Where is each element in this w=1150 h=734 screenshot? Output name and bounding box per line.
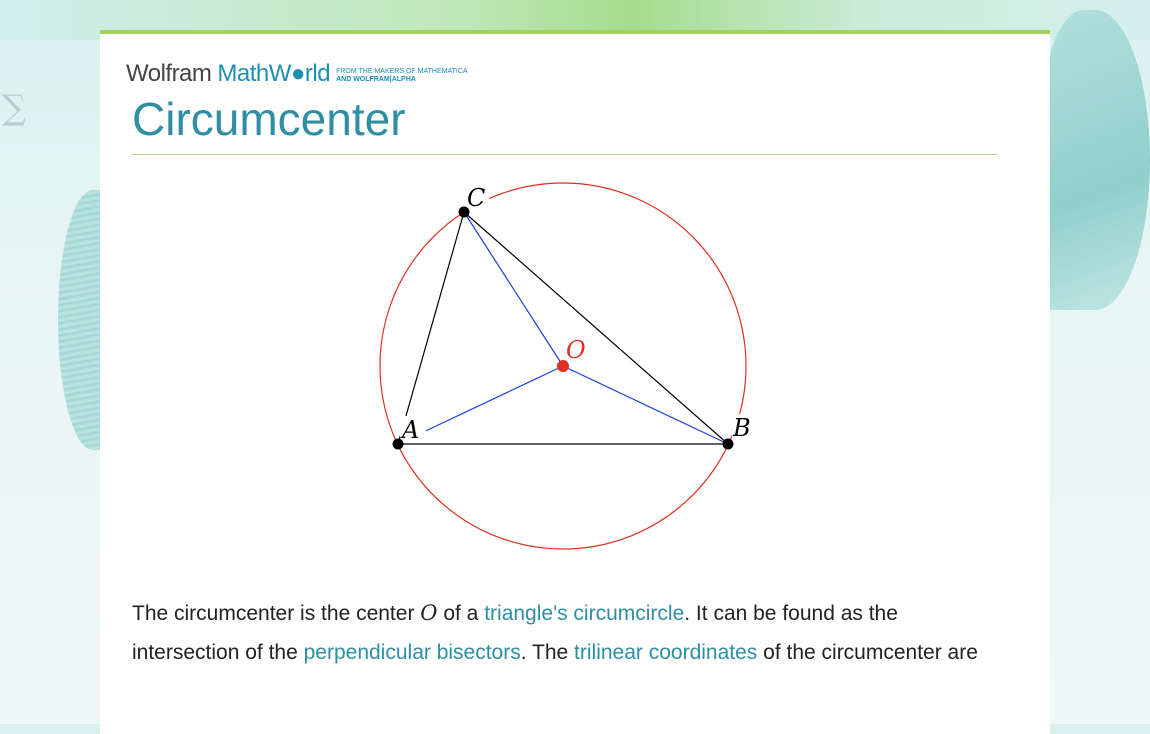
vertex-b bbox=[723, 439, 734, 450]
background-sum-symbol: ∑ bbox=[2, 88, 27, 128]
background-surface-right bbox=[1040, 10, 1150, 310]
label-c: C bbox=[467, 184, 486, 212]
brand-wolfram: Wolfram bbox=[126, 60, 212, 87]
brand-mathworld: MathW●rld bbox=[217, 60, 331, 87]
radius-ob bbox=[563, 366, 728, 444]
link-triangle-circumcircle[interactable]: triangle's circumcircle bbox=[484, 602, 685, 625]
symbol-o: O bbox=[420, 601, 438, 625]
link-trilinear-coordinates[interactable]: trilinear coordinates bbox=[574, 641, 758, 664]
label-a: A bbox=[402, 416, 420, 444]
text-segment: . It can be found as the intersection of the bbox=[132, 602, 898, 664]
link-perpendicular-bisectors[interactable]: perpendicular bisectors bbox=[303, 641, 521, 664]
brand-tagline-line1: FROM THE MAKERS OF MATHEMATICA bbox=[336, 68, 468, 75]
brand-tagline-line2: AND WOLFRAM|ALPHA bbox=[336, 76, 416, 83]
article-card bbox=[100, 30, 1050, 734]
article-paragraph bbox=[132, 594, 992, 672]
circumcenter-figure bbox=[100, 34, 1050, 574]
text-segment: of a bbox=[437, 602, 485, 625]
radius-oc bbox=[464, 212, 563, 366]
text-segment: of the circumcenter are bbox=[757, 641, 978, 664]
side-ca bbox=[398, 212, 464, 444]
side-bc bbox=[464, 212, 728, 444]
text-segment: The circumcenter is the center bbox=[132, 602, 421, 625]
page-title: Circumcenter bbox=[132, 93, 406, 145]
label-b: B bbox=[733, 414, 751, 442]
text-segment: . The bbox=[520, 641, 575, 664]
label-o: O bbox=[566, 336, 586, 364]
